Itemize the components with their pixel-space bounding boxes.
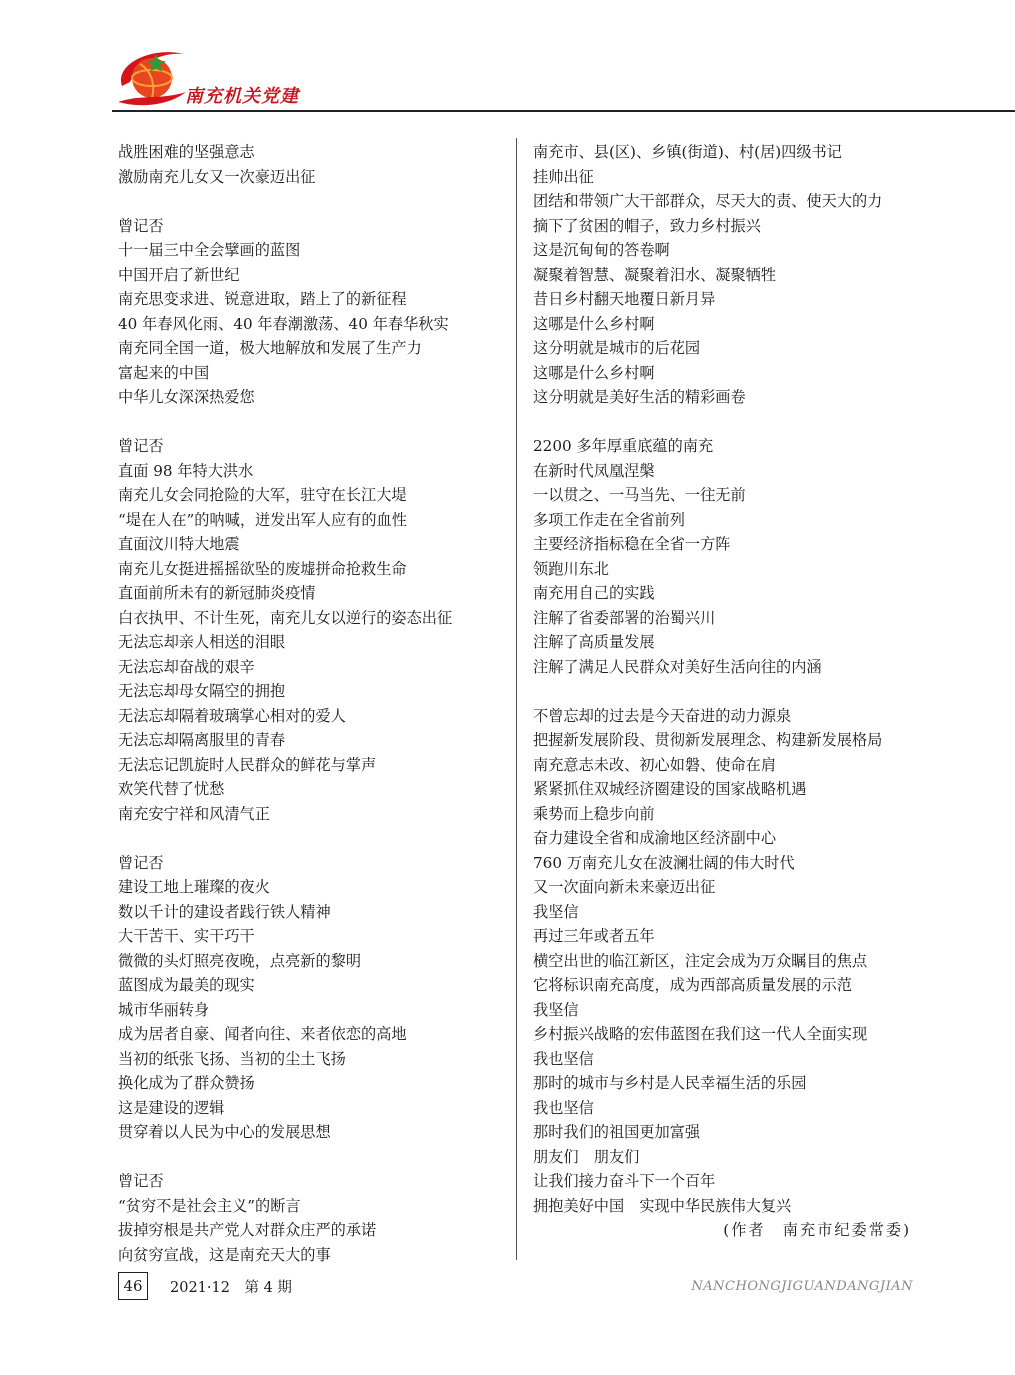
poem-line: 战胜困难的坚强意志 (118, 143, 255, 161)
poem-line: 向贫穷宣战，这是南充天大的事 (118, 1245, 331, 1264)
poem-line: 在新时代凤凰涅槃 (533, 461, 655, 480)
poem-line: 十一届三中全会擘画的蓝图 (118, 241, 301, 259)
poem-line: 当初的纸张飞扬、当初的尘土飞扬 (118, 1049, 346, 1068)
poem-line: 直面汶川特大地震 (118, 535, 240, 553)
poem-line: 城市华丽转身 (118, 1000, 210, 1019)
poem-line: 拥抱美好中国 实现中华民族伟大复兴 (533, 1196, 792, 1215)
poem-line: 紧紧抓住双城经济圈建设的国家战略机遇 (533, 780, 807, 798)
page-number: 46 (118, 1272, 148, 1300)
poem-line: 直面 98 年特大洪水 (118, 461, 254, 480)
poem-line: 这是沉甸甸的答卷啊 (533, 241, 670, 259)
header-rule (112, 110, 1015, 112)
poem-line: 这是建设的逻辑 (118, 1098, 225, 1117)
party-building-logo-icon (112, 44, 192, 110)
poem-left-column (118, 140, 508, 1267)
poem-line: 乡村振兴战略的宏伟蓝图在我们这一代人全面实现 (533, 1025, 868, 1043)
poem-line: 奋力建设全省和成渝地区经济副中心 (533, 829, 776, 847)
poem-line: 那时的城市与乡村是人民幸福生活的乐园 (533, 1074, 807, 1092)
stanza-break (118, 826, 508, 851)
poem-line: 无法忘记凯旋时人民群众的鲜花与掌声 (118, 755, 377, 774)
poem-line: 无法忘却奋战的艰辛 (118, 657, 255, 676)
author-credit: (作者 南充市纪委常委) (723, 1221, 911, 1239)
poem-line: 我也坚信 (533, 1098, 594, 1117)
poem-line: 贯穿着以人民为中心的发展思想 (118, 1123, 331, 1141)
poem-line: 让我们接力奋斗下一个百年 (533, 1172, 716, 1190)
stanza-break (118, 410, 508, 435)
poem-line: 再过三年或者五年 (533, 927, 655, 945)
stanza-break (118, 189, 508, 214)
poem-line: 一以贯之、一马当先、一往无前 (533, 486, 746, 504)
poem-line: 无法忘却母女隔空的拥抱 (118, 682, 286, 700)
poem-line: 多项工作走在全省前列 (533, 510, 685, 529)
page-footer (0, 1272, 1015, 1312)
poem-line: 蓝图成为最美的现实 (118, 976, 255, 994)
poem-line: 760 万南充儿女在波澜壮阔的伟大时代 (533, 853, 795, 872)
poem-line: 注解了高质量发展 (533, 633, 655, 651)
poem-line: 横空出世的临江新区，注定会成为万众瞩目的焦点 (533, 951, 868, 970)
poem-line: 换化成为了群众赞扬 (118, 1074, 255, 1092)
poem-line: 南充安宁祥和风清气正 (118, 804, 270, 823)
poem-line: 南充儿女会同抢险的大军，驻守在长江大堤 (118, 486, 407, 504)
stanza-break (533, 410, 923, 435)
poem-line: 团结和带领广大干部群众，尽天大的责、使天大的力 (533, 192, 883, 210)
poem-line: 无法忘却隔离服里的青春 (118, 731, 286, 749)
poem-right-column (533, 140, 923, 1243)
poem-line: 微微的头灯照亮夜晚，点亮新的黎明 (118, 951, 361, 970)
poem-line: 南充思变求进、锐意进取，踏上了的新征程 (118, 290, 407, 308)
poem-line: 激励南充儿女又一次豪迈出征 (118, 167, 316, 186)
poem-line: 乘势而上稳步向前 (533, 804, 655, 823)
poem-line: 南充市、县(区)、乡镇(街道)、村(居)四级书记 (533, 143, 842, 161)
poem-line: 成为居者自豪、闻者向往、来者依恋的高地 (118, 1025, 407, 1043)
column-divider (516, 138, 517, 1260)
poem-line: 中华儿女深深热爱您 (118, 388, 255, 406)
poem-line: 数以千计的建设者践行铁人精神 (118, 902, 331, 921)
poem-line: 朋友们 朋友们 (533, 1147, 640, 1166)
poem-line: 这哪是什么乡村啊 (533, 363, 655, 382)
poem-line: 领跑川东北 (533, 559, 609, 578)
poem-line: “堤在人在”的呐喊，迸发出军人应有的血性 (118, 510, 407, 529)
poem-line: 凝聚着智慧、凝聚着汨水、凝聚牺牲 (533, 265, 776, 284)
poem-line: 40 年春风化雨、40 年春潮激荡、40 年春华秋实 (118, 314, 449, 333)
stanza-break (118, 1145, 508, 1170)
poem-line: 南充同全国一道，极大地解放和发展了生产力 (118, 339, 422, 357)
poem-line: 直面前所未有的新冠肺炎疫情 (118, 584, 316, 602)
poem-line: 曾记否 (118, 437, 164, 455)
poem-line: 白衣执甲、不计生死，南充儿女以逆行的姿态出征 (118, 608, 453, 627)
poem-line: 注解了满足人民群众对美好生活向往的内涵 (533, 657, 822, 676)
poem-line: 昔日乡村翻天地覆日新月异 (533, 290, 716, 308)
issue-label: 2021·12 第 4 期 (170, 1280, 292, 1296)
poem-line: 建设工地上璀璨的夜火 (118, 878, 270, 896)
poem-line: 主要经济指标稳在全省一方阵 (533, 535, 731, 553)
poem-line: 曾记否 (118, 1172, 164, 1190)
poem-line: 又一次面向新未来豪迈出征 (533, 878, 716, 896)
poem-line: 南充儿女挺进摇摇欲坠的废墟拼命抢救生命 (118, 559, 407, 578)
poem-line: 中国开启了新世纪 (118, 265, 240, 284)
footer-brand: NANCHONGJIGUANDANGJIAN (691, 1279, 913, 1294)
poem-line: 这哪是什么乡村啊 (533, 314, 655, 333)
poem-line: 把握新发展阶段、贯彻新发展理念、构建新发展格局 (533, 731, 883, 749)
poem-line: 我也坚信 (533, 1049, 594, 1068)
poem-line: 我坚信 (533, 902, 579, 921)
poem-line: 我坚信 (533, 1000, 579, 1019)
poem-line: 南充意志未改、初心如磐、使命在肩 (533, 755, 776, 774)
poem-line: 不曾忘却的过去是今天奋进的动力源泉 (533, 706, 792, 725)
stanza-break (533, 679, 923, 704)
poem-line: 曾记否 (118, 216, 164, 235)
publication-title: 南充机关党建 (185, 86, 299, 107)
poem-line: 注解了省委部署的治蜀兴川 (533, 608, 716, 627)
poem-line: 无法忘却亲人相送的泪眼 (118, 633, 286, 651)
poem-line: 那时我们的祖国更加富强 (533, 1123, 701, 1141)
poem-line: 2200 多年厚重底蕴的南充 (533, 437, 714, 455)
poem-line: 这分明就是城市的后花园 (533, 339, 701, 357)
poem-line: 这分明就是美好生活的精彩画卷 (533, 388, 746, 406)
poem-line: 无法忘却隔着玻璃掌心相对的爱人 (118, 706, 346, 725)
poem-line: 拔掉穷根是共产党人对群众庄严的承诺 (118, 1221, 377, 1239)
poem-line: “贫穷不是社会主义”的断言 (118, 1196, 301, 1215)
page-header (0, 0, 1015, 115)
poem-line: 大干苦干、实干巧干 (118, 927, 255, 945)
poem-line: 摘下了贫困的帽子，致力乡村振兴 (533, 216, 761, 235)
poem-line: 曾记否 (118, 853, 164, 872)
poem-line: 富起来的中国 (118, 363, 210, 382)
poem-line: 它将标识南充高度，成为西部高质量发展的示范 (533, 976, 852, 994)
poem-line: 欢笑代替了忧愁 (118, 780, 225, 798)
poem-line: 挂帅出征 (533, 167, 594, 186)
poem-line: 南充用自己的实践 (533, 584, 655, 602)
